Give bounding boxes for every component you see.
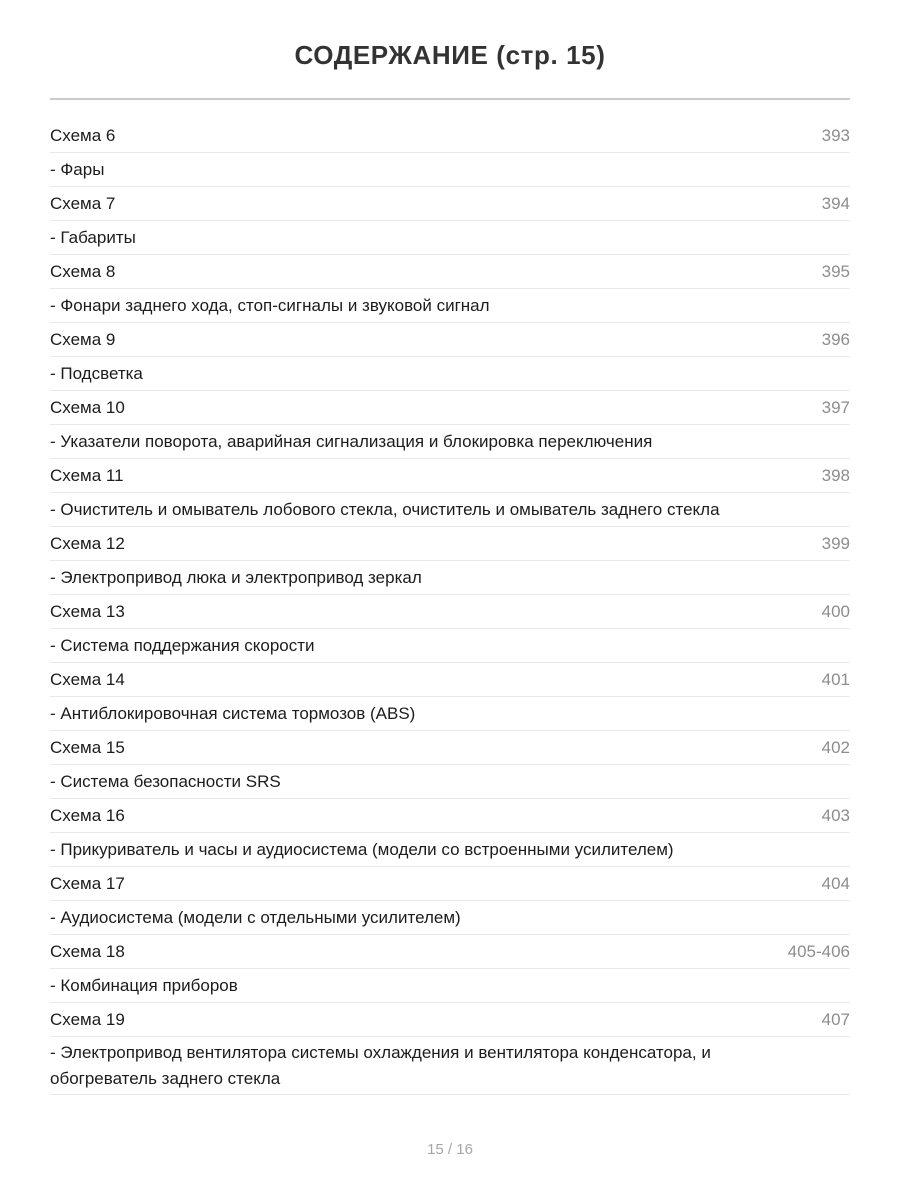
- toc-entry-label: Схема 15: [50, 737, 125, 757]
- toc-row: [50, 425, 850, 459]
- toc-entry-page-number: 398: [821, 465, 850, 485]
- toc-entry-page-number: 394: [821, 193, 850, 213]
- toc-entry-page-number: 404: [821, 873, 850, 893]
- toc-entry-page-number: 407: [821, 1009, 850, 1029]
- toc-row: [50, 527, 850, 561]
- toc-row: [50, 255, 850, 289]
- page-indicator: 15 / 16: [427, 1141, 473, 1158]
- toc-entry-label: - Фары: [50, 159, 105, 179]
- toc-row: [50, 595, 850, 629]
- toc-row: [50, 1037, 850, 1095]
- toc-entry-page-number: 393: [821, 125, 850, 145]
- toc-entry-label: - Комбинация приборов: [50, 975, 238, 995]
- toc-entry-label: Схема 13: [50, 601, 125, 621]
- toc-row: [50, 323, 850, 357]
- toc-entry-label: - Электропривод вентилятора системы охлаждения и вентилятора конденсатора, и обогреватель заднего стекла: [50, 1043, 711, 1088]
- toc-entry-label: Схема 6: [50, 125, 116, 145]
- toc-entry-label: Схема 18: [50, 941, 125, 961]
- toc-row: [50, 187, 850, 221]
- toc-entry-label: Схема 7: [50, 193, 116, 213]
- toc-row: [50, 391, 850, 425]
- toc-entry-page-number: 401: [821, 669, 850, 689]
- toc-row: [50, 357, 850, 391]
- toc-row: [50, 765, 850, 799]
- toc-entry-label: - Электропривод люка и электропривод зеркал: [50, 567, 422, 587]
- title-divider: [50, 98, 850, 100]
- toc-row: [50, 629, 850, 663]
- toc-list: [50, 119, 850, 1095]
- toc-entry-label: - Система безопасности SRS: [50, 771, 281, 791]
- toc-row: [50, 561, 850, 595]
- toc-entry-label: Схема 12: [50, 533, 125, 553]
- toc-entry-label: - Подсветка: [50, 363, 143, 383]
- toc-entry-page-number: 395: [821, 261, 850, 281]
- toc-entry-label: Схема 16: [50, 805, 125, 825]
- toc-entry-page-number: 402: [821, 737, 850, 757]
- toc-row: [50, 731, 850, 765]
- toc-row: [50, 663, 850, 697]
- toc-row: [50, 799, 850, 833]
- toc-entry-label: - Фонари заднего хода, стоп-сигналы и звуковой сигнал: [50, 295, 490, 315]
- toc-entry-label: - Аудиосистема (модели с отдельными усилителем): [50, 907, 461, 927]
- toc-entry-page-number: 400: [821, 601, 850, 621]
- toc-entry-label: Схема 17: [50, 873, 125, 893]
- toc-entry-label: - Очиститель и омыватель лобового стекла, очиститель и омыватель заднего стекла: [50, 499, 720, 519]
- toc-entry-label: Схема 19: [50, 1009, 125, 1029]
- toc-row: [50, 221, 850, 255]
- toc-row: [50, 459, 850, 493]
- toc-row: [50, 969, 850, 1003]
- toc-row: [50, 493, 850, 527]
- toc-entry-label: Схема 9: [50, 329, 116, 349]
- toc-entry-label: - Прикуриватель и часы и аудиосистема (модели со встроенными усилителем): [50, 839, 674, 859]
- toc-entry-label: Схема 10: [50, 397, 125, 417]
- toc-entry-label: - Указатели поворота, аварийная сигнализация и блокировка переключения: [50, 431, 653, 451]
- toc-row: [50, 901, 850, 935]
- toc-row: [50, 289, 850, 323]
- toc-row: [50, 867, 850, 901]
- toc-entry-page-number: 405-406: [787, 941, 850, 961]
- toc-entry-label: Схема 14: [50, 669, 125, 689]
- toc-entry-page-number: 403: [821, 805, 850, 825]
- toc-entry-label: Схема 8: [50, 261, 116, 281]
- toc-row: [50, 697, 850, 731]
- toc-entry-page-number: 397: [821, 397, 850, 417]
- toc-entry-label: - Система поддержания скорости: [50, 635, 315, 655]
- toc-row: [50, 833, 850, 867]
- toc-entry-label: - Антиблокировочная система тормозов (ABS): [50, 703, 416, 723]
- toc-entry-page-number: 396: [821, 329, 850, 349]
- toc-entry-page-number: 399: [821, 533, 850, 553]
- toc-row: [50, 153, 850, 187]
- toc-entry-label: Схема 11: [50, 465, 124, 485]
- toc-row: [50, 119, 850, 153]
- page-title: СОДЕРЖАНИЕ (стр. 15): [294, 40, 606, 70]
- toc-row: [50, 935, 850, 969]
- toc-row: [50, 1003, 850, 1037]
- toc-entry-label: - Габариты: [50, 227, 136, 247]
